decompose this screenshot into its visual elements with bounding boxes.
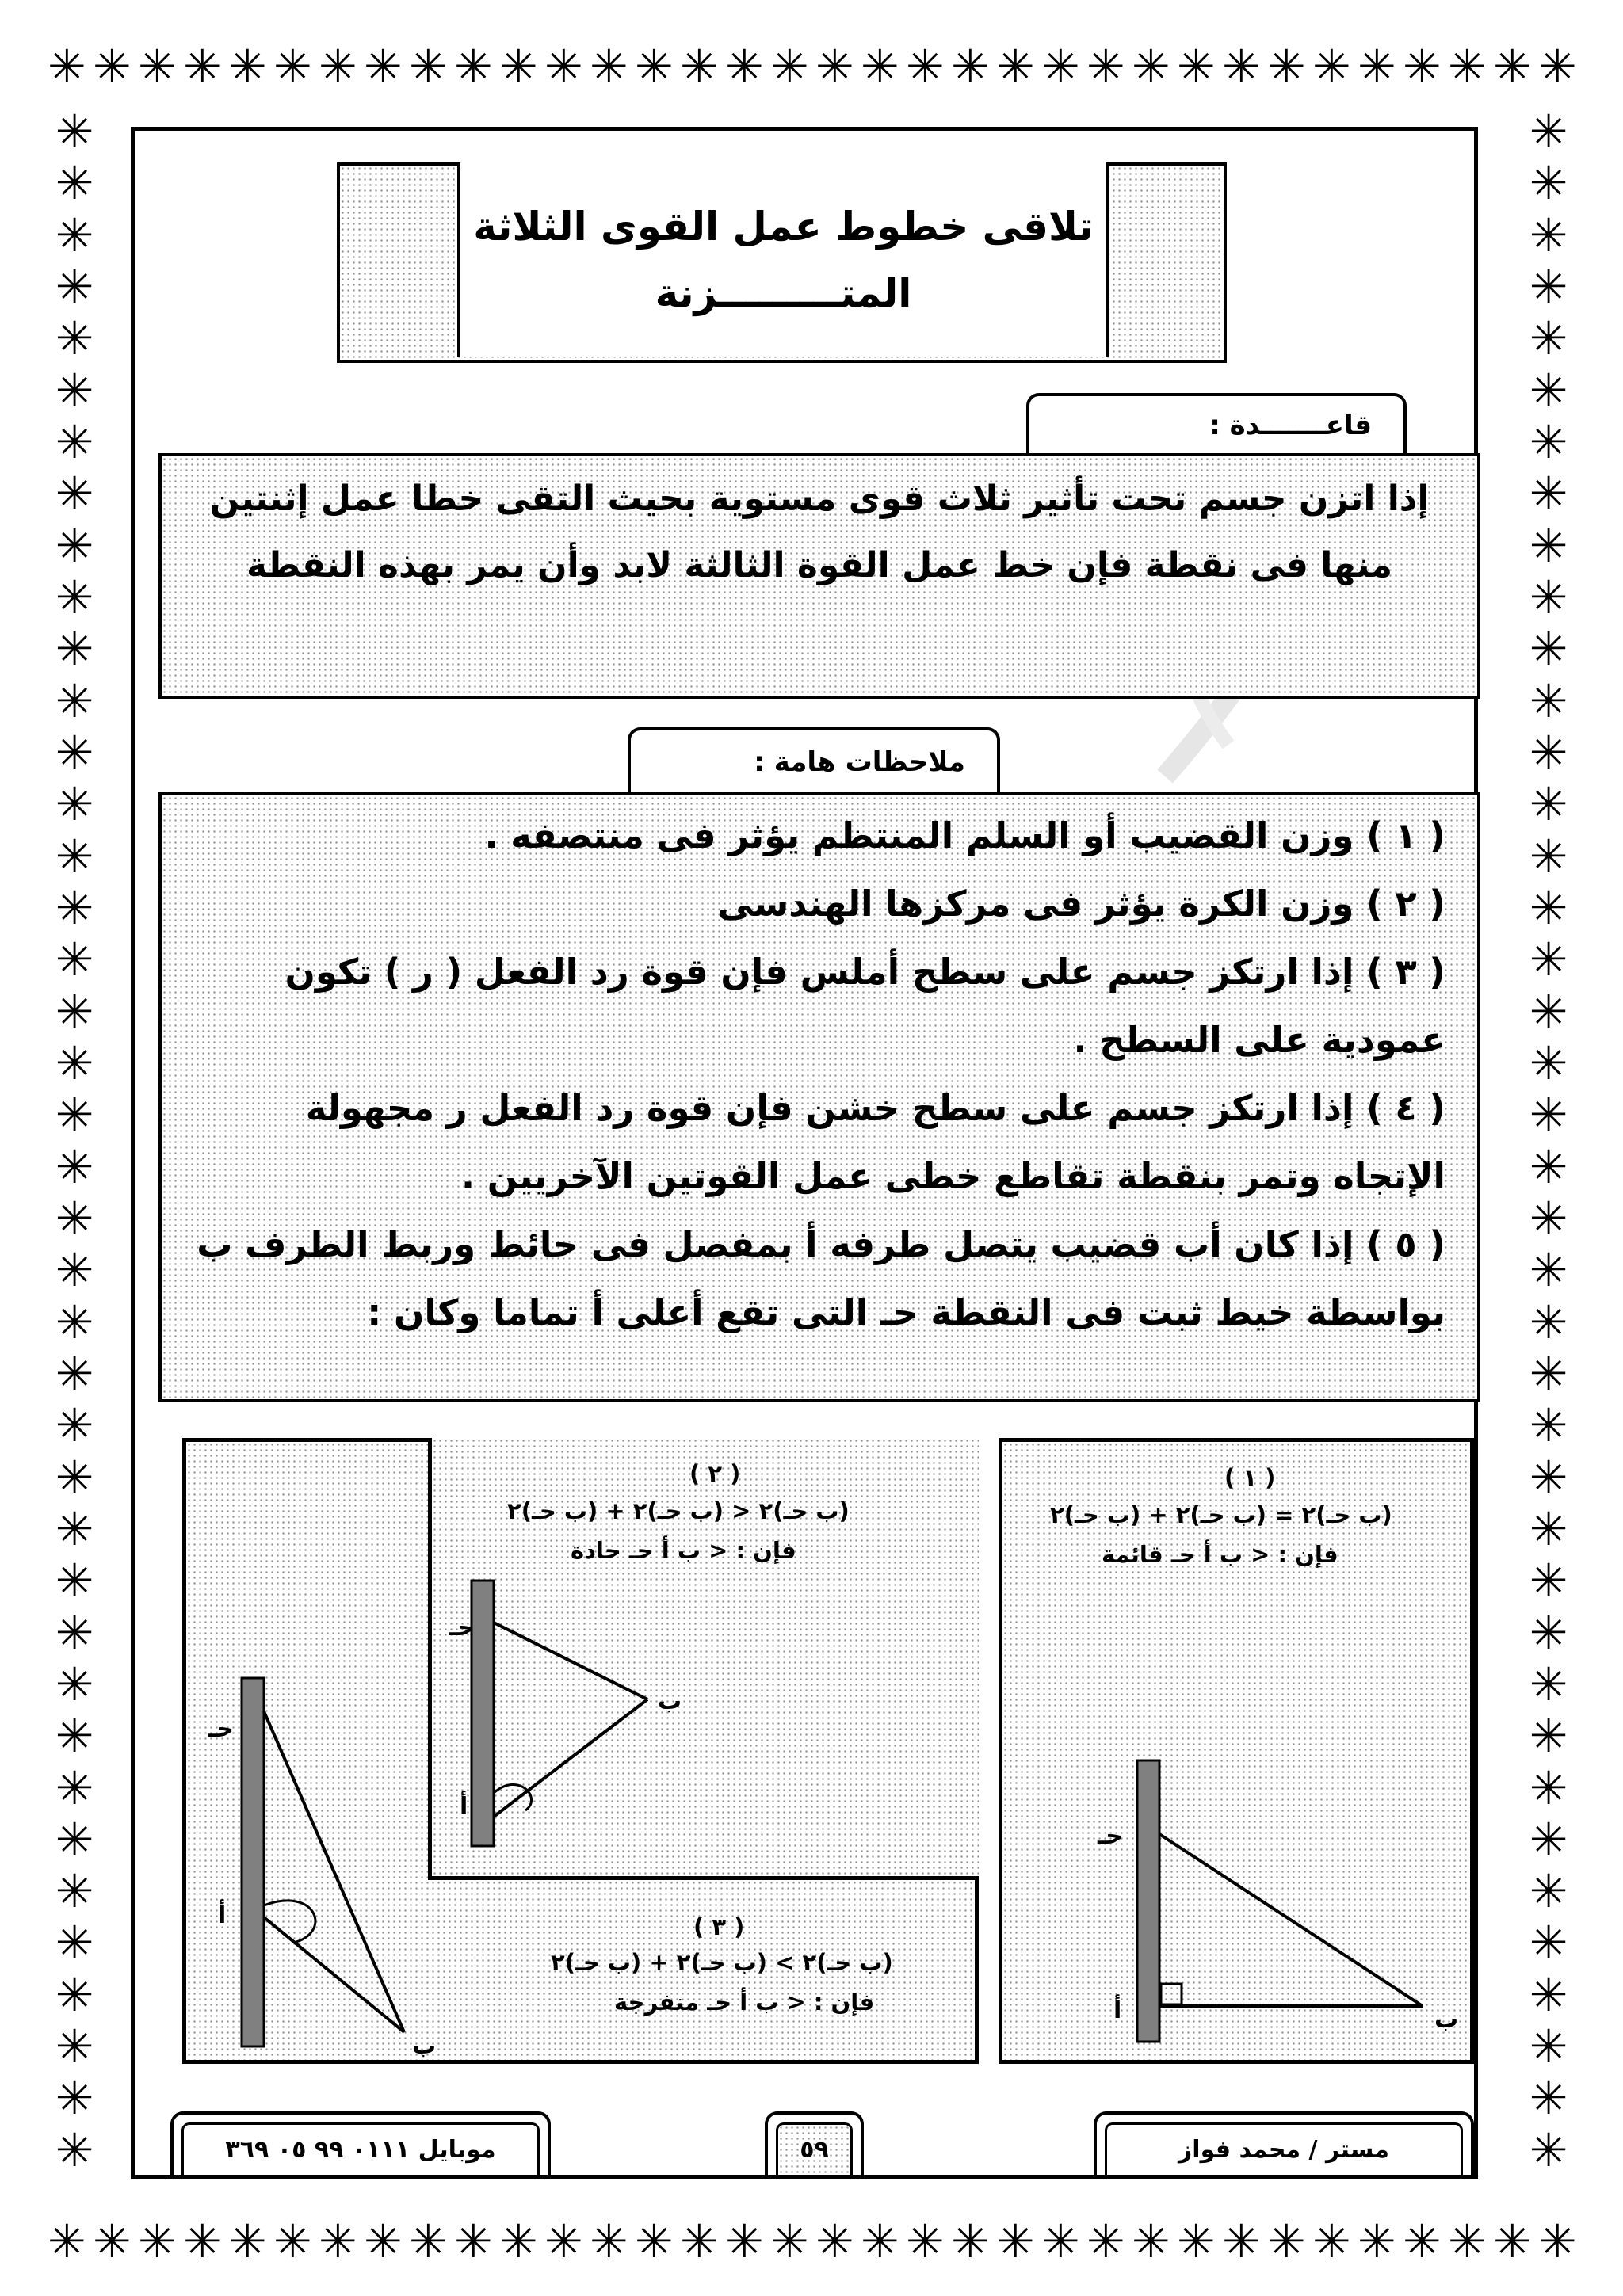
obtuse-figure bbox=[186, 1442, 448, 2060]
fig2-label-b: ب bbox=[658, 1688, 682, 1715]
border-left bbox=[44, 107, 105, 2175]
border-star-icon: ✳ bbox=[951, 2214, 990, 2268]
fig1-label-b: ب bbox=[1434, 2006, 1459, 2034]
border-star-icon: ✳ bbox=[364, 40, 403, 93]
border-star-icon: ✳ bbox=[590, 2214, 628, 2268]
rule-tab bbox=[1026, 393, 1407, 455]
border-star-icon: ✳ bbox=[55, 1088, 94, 1142]
border-star-icon: ✳ bbox=[55, 1605, 94, 1660]
border-star-icon: ✳ bbox=[55, 777, 94, 832]
border-star-icon: ✳ bbox=[1493, 2214, 1532, 2268]
note-item-2: ( ٢ ) وزن الكرة يؤثر فى مركزها الهندسى bbox=[717, 883, 1445, 925]
border-star-icon: ✳ bbox=[55, 363, 94, 418]
right-angle-figure bbox=[1002, 1442, 1470, 2060]
border-star-icon: ✳ bbox=[319, 2214, 357, 2268]
border-star-icon: ✳ bbox=[1529, 725, 1568, 780]
border-star-icon: ✳ bbox=[1358, 2214, 1396, 2268]
rule-tab-label: قاعـــــــدة : bbox=[1209, 410, 1372, 441]
fig1-label-c: حـ bbox=[1098, 1822, 1123, 1850]
fig2-label-c: حـ bbox=[449, 1614, 475, 1642]
border-star-icon: ✳ bbox=[55, 829, 94, 883]
border-star-icon: ✳ bbox=[1529, 1812, 1568, 1867]
case2-relation: (ب حـ)٢ < (ب حـ)٢ + (ب حـ)٢ bbox=[507, 1497, 850, 1524]
panel-acute bbox=[428, 1438, 979, 1880]
wall-bar bbox=[242, 1678, 264, 2046]
panel-right bbox=[999, 1438, 1474, 2064]
rod-line bbox=[264, 1917, 404, 2032]
border-star-icon: ✳ bbox=[499, 2214, 538, 2268]
footer-phone: موبايل ٠١١١ ٩٩ ٠٥ ٣٦٩ bbox=[225, 2136, 496, 2164]
border-star-icon: ✳ bbox=[55, 1243, 94, 1298]
case1-number: ( ١ ) bbox=[1224, 1464, 1276, 1491]
border-star-icon: ✳ bbox=[55, 2019, 94, 2074]
border-star-icon: ✳ bbox=[906, 40, 945, 93]
border-star-icon: ✳ bbox=[55, 1035, 94, 1090]
border-star-icon: ✳ bbox=[1529, 467, 1568, 521]
border-star-icon: ✳ bbox=[48, 40, 86, 93]
rod-line bbox=[494, 1699, 647, 1817]
border-star-icon: ✳ bbox=[1529, 1760, 1568, 1815]
border-star-icon: ✳ bbox=[55, 725, 94, 780]
border-star-icon: ✳ bbox=[1267, 40, 1306, 93]
border-star-icon: ✳ bbox=[544, 40, 583, 93]
note-item-3: ( ٣ ) إذا ارتكز جسم على سطح أملس فإن قوة رد الفعل ( ر ) تكون عمودية على السطح . bbox=[285, 951, 1445, 1061]
border-star-icon: ✳ bbox=[454, 2214, 493, 2268]
border-star-icon: ✳ bbox=[1493, 40, 1532, 93]
fig3-label-c: حـ bbox=[208, 1715, 234, 1743]
border-star-icon: ✳ bbox=[861, 40, 899, 93]
border-star-icon: ✳ bbox=[1041, 2214, 1080, 2268]
border-star-icon: ✳ bbox=[1529, 570, 1568, 624]
border-star-icon: ✳ bbox=[1538, 2214, 1577, 2268]
border-star-icon: ✳ bbox=[815, 40, 854, 93]
border-star-icon: ✳ bbox=[1529, 673, 1568, 728]
border-star-icon: ✳ bbox=[55, 984, 94, 1039]
border-star-icon: ✳ bbox=[55, 156, 94, 211]
notes-tab-label: ملاحظات هامة : bbox=[754, 746, 965, 778]
border-star-icon: ✳ bbox=[1177, 40, 1216, 93]
border-star-icon: ✳ bbox=[1529, 1035, 1568, 1090]
border-star-icon: ✳ bbox=[996, 40, 1035, 93]
border-star-icon: ✳ bbox=[228, 2214, 267, 2268]
border-star-icon: ✳ bbox=[55, 1139, 94, 1194]
border-star-icon: ✳ bbox=[55, 311, 94, 366]
border-star-icon: ✳ bbox=[1529, 984, 1568, 1039]
case1-result: فإن : < ب أ حـ قائمة bbox=[1102, 1541, 1338, 1568]
footer-phone-tab bbox=[170, 2111, 551, 2175]
border-star-icon: ✳ bbox=[725, 2214, 764, 2268]
border-star-icon: ✳ bbox=[1086, 40, 1125, 93]
border-star-icon: ✳ bbox=[1529, 1295, 1568, 1349]
border-star-icon: ✳ bbox=[680, 40, 719, 93]
border-star-icon: ✳ bbox=[55, 1916, 94, 1970]
page-title-line2: المتـــــــــزنة bbox=[655, 269, 912, 316]
page-number: ٥٩ bbox=[800, 2136, 829, 2164]
border-star-icon: ✳ bbox=[55, 1295, 94, 1349]
border-star-icon: ✳ bbox=[1529, 1657, 1568, 1711]
border-star-icon: ✳ bbox=[1529, 1864, 1568, 1919]
wall-bar bbox=[472, 1581, 494, 1846]
border-star-icon: ✳ bbox=[906, 2214, 945, 2268]
title-inner bbox=[457, 162, 1109, 357]
rule-box bbox=[158, 453, 1480, 699]
border-star-icon: ✳ bbox=[1222, 2214, 1261, 2268]
border-star-icon: ✳ bbox=[55, 1709, 94, 1764]
border-star-icon: ✳ bbox=[544, 2214, 583, 2268]
border-star-icon: ✳ bbox=[55, 933, 94, 987]
border-star-icon: ✳ bbox=[55, 1760, 94, 1815]
border-top bbox=[48, 36, 1577, 97]
border-star-icon: ✳ bbox=[1529, 208, 1568, 262]
notes-box bbox=[158, 792, 1480, 1402]
border-star-icon: ✳ bbox=[48, 2214, 86, 2268]
case3-result: فإن : < ب أ حـ منفرجة bbox=[614, 1989, 875, 2016]
fig2-label-a: أ bbox=[460, 1793, 468, 1821]
border-star-icon: ✳ bbox=[55, 880, 94, 935]
border-star-icon: ✳ bbox=[1403, 2214, 1442, 2268]
border-star-icon: ✳ bbox=[1529, 311, 1568, 366]
border-star-icon: ✳ bbox=[273, 40, 312, 93]
case2-number: ( ٢ ) bbox=[689, 1460, 741, 1487]
border-star-icon: ✳ bbox=[1267, 2214, 1306, 2268]
border-star-icon: ✳ bbox=[409, 40, 448, 93]
border-star-icon: ✳ bbox=[1529, 414, 1568, 469]
border-star-icon: ✳ bbox=[1529, 1088, 1568, 1142]
border-star-icon: ✳ bbox=[770, 40, 809, 93]
border-star-icon: ✳ bbox=[138, 40, 177, 93]
border-star-icon: ✳ bbox=[55, 1450, 94, 1505]
border-star-icon: ✳ bbox=[680, 2214, 719, 2268]
right-angle-mark bbox=[1161, 1984, 1182, 2004]
border-star-icon: ✳ bbox=[55, 1398, 94, 1453]
rule-text: إذا اتزن جسم تحت تأثير ثلاث قوى مستوية بحيث التقى خطا عمل إثنتين منها فى نقطة فإن خط عمل القوة الثالثة لابد وأن يمر بهذه النقطة bbox=[209, 479, 1430, 585]
border-star-icon: ✳ bbox=[1529, 880, 1568, 935]
border-star-icon: ✳ bbox=[1403, 40, 1442, 93]
border-star-icon: ✳ bbox=[1529, 1501, 1568, 1556]
border-star-icon: ✳ bbox=[183, 2214, 222, 2268]
border-star-icon: ✳ bbox=[1041, 40, 1080, 93]
border-star-icon: ✳ bbox=[55, 467, 94, 521]
border-star-icon: ✳ bbox=[725, 40, 764, 93]
border-star-icon: ✳ bbox=[1538, 40, 1577, 93]
border-star-icon: ✳ bbox=[55, 1967, 94, 2022]
diagrams-area bbox=[182, 1438, 1474, 2064]
border-star-icon: ✳ bbox=[409, 2214, 448, 2268]
border-star-icon: ✳ bbox=[1529, 2071, 1568, 2126]
border-star-icon: ✳ bbox=[635, 40, 674, 93]
border-star-icon: ✳ bbox=[1312, 40, 1351, 93]
border-star-icon: ✳ bbox=[1529, 156, 1568, 211]
border-star-icon: ✳ bbox=[1529, 1709, 1568, 1764]
fig3-label-a: أ bbox=[218, 1901, 227, 1929]
border-star-icon: ✳ bbox=[55, 414, 94, 469]
border-star-icon: ✳ bbox=[55, 518, 94, 573]
border-star-icon: ✳ bbox=[319, 40, 357, 93]
border-star-icon: ✳ bbox=[1529, 1967, 1568, 2022]
border-star-icon: ✳ bbox=[273, 2214, 312, 2268]
border-star-icon: ✳ bbox=[55, 208, 94, 262]
border-star-icon: ✳ bbox=[1529, 2019, 1568, 2074]
border-star-icon: ✳ bbox=[55, 1191, 94, 1245]
wall-bar bbox=[1137, 1760, 1159, 2042]
border-star-icon: ✳ bbox=[1529, 2122, 1568, 2177]
case1-relation: (ب حـ)٢ = (ب حـ)٢ + (ب حـ)٢ bbox=[1050, 1501, 1392, 1528]
border-star-icon: ✳ bbox=[55, 622, 94, 677]
border-star-icon: ✳ bbox=[1529, 363, 1568, 418]
acute-angle-arc bbox=[494, 1784, 532, 1810]
border-star-icon: ✳ bbox=[55, 1812, 94, 1867]
border-star-icon: ✳ bbox=[1529, 1554, 1568, 1608]
border-star-icon: ✳ bbox=[1529, 518, 1568, 573]
string-line bbox=[1159, 1834, 1423, 2006]
border-star-icon: ✳ bbox=[364, 2214, 403, 2268]
border-right bbox=[1518, 107, 1579, 2175]
border-star-icon: ✳ bbox=[55, 1554, 94, 1608]
border-star-icon: ✳ bbox=[1086, 2214, 1125, 2268]
border-star-icon: ✳ bbox=[1529, 105, 1568, 158]
border-star-icon: ✳ bbox=[1312, 2214, 1351, 2268]
border-star-icon: ✳ bbox=[770, 2214, 809, 2268]
border-star-icon: ✳ bbox=[454, 40, 493, 93]
border-star-icon: ✳ bbox=[1529, 259, 1568, 314]
page-title-line1: تلاقى خطوط عمل القوى الثلاثة bbox=[473, 203, 1094, 250]
border-star-icon: ✳ bbox=[1132, 2214, 1170, 2268]
string-line bbox=[264, 1711, 404, 2032]
border-star-icon: ✳ bbox=[1529, 1243, 1568, 1298]
border-star-icon: ✳ bbox=[55, 673, 94, 728]
border-star-icon: ✳ bbox=[861, 2214, 899, 2268]
case3-relation: (ب حـ)٢ > (ب حـ)٢ + (ب حـ)٢ bbox=[551, 1949, 893, 1976]
border-star-icon: ✳ bbox=[499, 40, 538, 93]
border-star-icon: ✳ bbox=[183, 40, 222, 93]
border-star-icon: ✳ bbox=[55, 259, 94, 314]
border-star-icon: ✳ bbox=[55, 1657, 94, 1711]
footer-page-tab bbox=[765, 2111, 864, 2175]
case3-number: ( ٣ ) bbox=[693, 1913, 745, 1940]
footer-author: مستر / محمد فواز bbox=[1178, 2136, 1389, 2164]
border-star-icon: ✳ bbox=[138, 2214, 177, 2268]
case2-result: فإن : < ب أ حـ حادة bbox=[571, 1537, 796, 1564]
note-item-4: ( ٤ ) إذا ارتكز جسم على سطح خشن فإن قوة رد الفعل ر مجهولة الإتجاه وتمر بنقطة تقاطع خطى عمل القوتين الآخريين . bbox=[305, 1087, 1445, 1197]
border-star-icon: ✳ bbox=[590, 40, 628, 93]
notes-tab bbox=[628, 727, 1000, 794]
note-item-5: ( ٥ ) إذا كان أب قضيب يتصل طرفه أ بمفصل فى حائط وربط الطرف ب بواسطة خيط ثبت فى النقطة حـ التى تقع أعلى أ تماما وكان : bbox=[197, 1223, 1445, 1333]
string-line bbox=[494, 1623, 647, 1699]
fig3-label-b: ب bbox=[412, 2032, 437, 2060]
footer-author-tab bbox=[1094, 2111, 1474, 2175]
border-star-icon: ✳ bbox=[1529, 1916, 1568, 1970]
border-star-icon: ✳ bbox=[1529, 1450, 1568, 1505]
border-star-icon: ✳ bbox=[1529, 622, 1568, 677]
border-star-icon: ✳ bbox=[93, 40, 132, 93]
border-star-icon: ✳ bbox=[1448, 2214, 1487, 2268]
border-star-icon: ✳ bbox=[815, 2214, 854, 2268]
border-star-icon: ✳ bbox=[1529, 1605, 1568, 1660]
border-star-icon: ✳ bbox=[1358, 40, 1396, 93]
border-star-icon: ✳ bbox=[996, 2214, 1035, 2268]
border-star-icon: ✳ bbox=[55, 1864, 94, 1919]
border-star-icon: ✳ bbox=[1529, 829, 1568, 883]
border-star-icon: ✳ bbox=[1448, 40, 1487, 93]
border-star-icon: ✳ bbox=[55, 2071, 94, 2126]
border-star-icon: ✳ bbox=[1222, 40, 1261, 93]
note-item-1: ( ١ ) وزن القضيب أو السلم المنتظم يؤثر فى منتصفه . bbox=[484, 814, 1445, 856]
fig1-label-a: أ bbox=[1113, 1997, 1122, 2024]
border-star-icon: ✳ bbox=[1529, 1191, 1568, 1245]
border-star-icon: ✳ bbox=[1529, 933, 1568, 987]
border-star-icon: ✳ bbox=[951, 40, 990, 93]
border-star-icon: ✳ bbox=[635, 2214, 674, 2268]
border-star-icon: ✳ bbox=[1529, 777, 1568, 832]
border-star-icon: ✳ bbox=[228, 40, 267, 93]
border-star-icon: ✳ bbox=[1177, 2214, 1216, 2268]
border-star-icon: ✳ bbox=[1132, 40, 1170, 93]
border-star-icon: ✳ bbox=[1529, 1139, 1568, 1194]
border-star-icon: ✳ bbox=[55, 1346, 94, 1401]
border-star-icon: ✳ bbox=[1529, 1398, 1568, 1453]
title-box bbox=[337, 162, 1227, 363]
border-star-icon: ✳ bbox=[55, 570, 94, 624]
border-star-icon: ✳ bbox=[55, 105, 94, 158]
border-star-icon: ✳ bbox=[1529, 1346, 1568, 1401]
border-star-icon: ✳ bbox=[55, 1501, 94, 1556]
border-star-icon: ✳ bbox=[93, 2214, 132, 2268]
border-star-icon: ✳ bbox=[55, 2122, 94, 2177]
border-bottom bbox=[48, 2210, 1577, 2272]
